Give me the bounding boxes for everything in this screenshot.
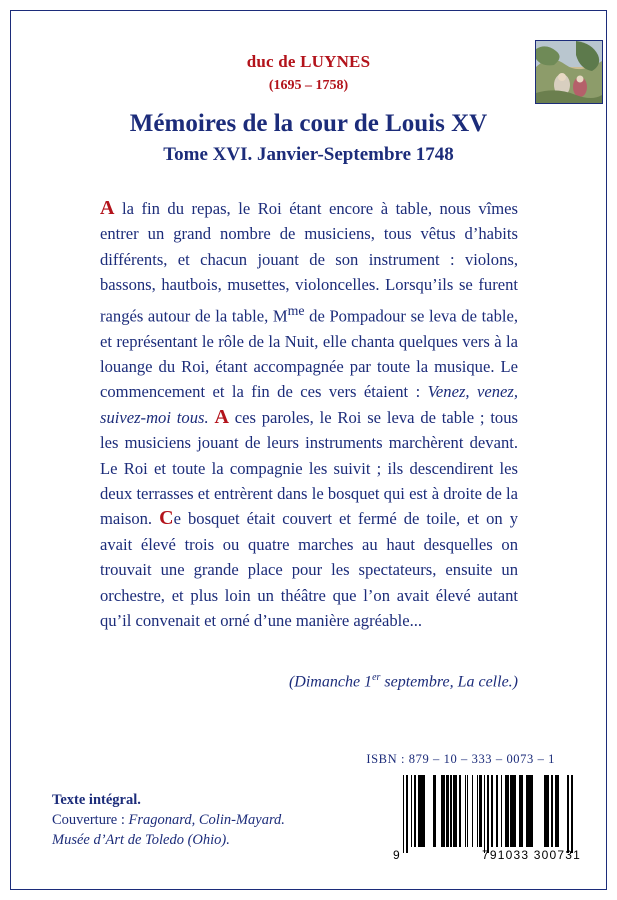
credits-line-2 bbox=[52, 810, 382, 830]
credits-line-3: Musée d’Art de Toledo (Ohio). bbox=[52, 832, 230, 848]
dropcap-1: A bbox=[100, 197, 115, 219]
excerpt-part-2: de Pompadour se leva de table, et représentant le rôle de la Nuit, elle chanta quelques vers à la louange du Roi, étant accompagnée par toute la musique. Le commencement et la fin de ces vers étaient : bbox=[100, 306, 518, 402]
barcode-digit-left: 9 bbox=[393, 848, 401, 862]
author-name-text: duc de LUYNES bbox=[246, 52, 371, 71]
excerpt-sup-me: me bbox=[287, 302, 305, 318]
book-subtitle: Tome XVI. Janvier-Septembre 1748 bbox=[163, 144, 454, 165]
barcode-digits-main: 791033 300731 bbox=[481, 848, 581, 862]
author-dates: (1695 – 1758) bbox=[268, 78, 349, 93]
credits-cover-value: Fragonard, Colin-Mayard. bbox=[128, 812, 285, 828]
cover-thumbnail-image bbox=[535, 40, 603, 104]
book-title: Mémoires de la cour de Louis XV bbox=[129, 110, 488, 137]
barcode-digits bbox=[393, 848, 581, 862]
attribution-sup: er bbox=[372, 672, 381, 683]
cover-credits bbox=[52, 790, 382, 850]
barcode-bars bbox=[393, 775, 581, 847]
excerpt-attribution bbox=[100, 672, 518, 691]
credits-line-1: Texte intégral. bbox=[52, 792, 141, 808]
credits-cover-label: Couverture : bbox=[52, 812, 129, 828]
excerpt-part-1: la fin du repas, le Roi étant encore à table, nous vîmes entrer un grand nombre de musiciens, tous vêtus d’habits différents, et chacun jouant de son instrument : violons, bassons, hautbois, musettes, violoncelles. Lorsqu’ils se furent rangés autour de la table, M bbox=[100, 199, 518, 326]
dropcap-2: A bbox=[214, 405, 229, 428]
attribution-post: septembre, La celle.) bbox=[380, 673, 518, 691]
barcode bbox=[393, 775, 581, 862]
excerpt-part-4: e bosquet était couvert et fermé de toile, et on y avait élevé trois ou quatre marches au haut desquelles on trouvait une grande place pour les spectateurs, ensuite un orchestre, et plus loin un théâtre que l’on avait élevé autant qu’il convenait et orné d’une manière agréable... bbox=[100, 509, 519, 631]
author-name bbox=[0, 52, 617, 72]
dropcap-3: C bbox=[159, 507, 174, 530]
excerpt-italic-quote: Venez, venez, suivez-moi tous. bbox=[100, 382, 518, 427]
excerpt-text bbox=[100, 196, 518, 633]
isbn-label: ISBN : 879 – 10 – 333 – 0073 – 1 bbox=[366, 752, 555, 766]
excerpt-part-3: ces paroles, le Roi se leva de table ; tous les musiciens jouant de leurs instruments marchèrent devant. Le Roi et toute la compagnie les suivit ; ils descendirent les deux terrasses et entrèrent dans le bosquet qui est à droite de la maison. bbox=[100, 407, 518, 529]
attribution-pre: (Dimanche 1 bbox=[288, 673, 373, 691]
